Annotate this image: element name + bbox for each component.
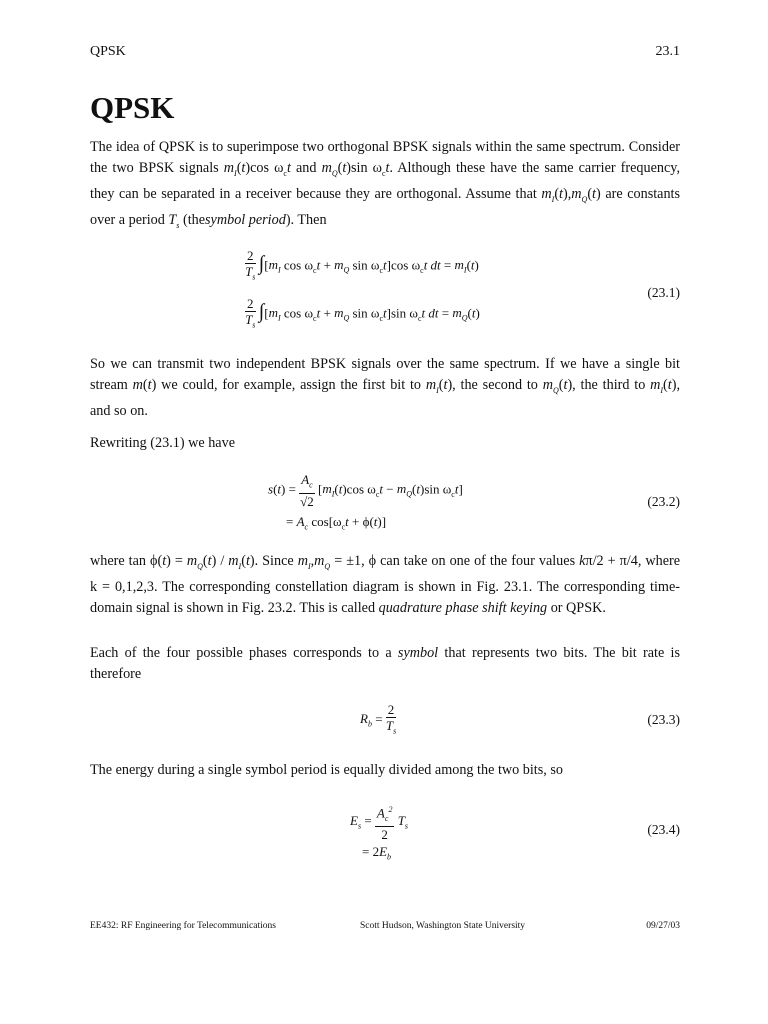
equation-number: (23.2): [647, 494, 680, 509]
equation-number: (23.3): [647, 712, 680, 727]
footer-author: Scott Hudson, Washington State University: [360, 921, 526, 931]
equation-number: (23.1): [647, 285, 680, 300]
equation-23-1: $\frac{2}{T_s}$ $\int[m_I$ $\cos \omega_ct + m_Q$ $\sin \omega_ct]\cos$ $\omega_ct$ dt = $m_I(t)$ $\frac{2}{T_s}$ $\int[m_I$ $\cos \omega_ct + m_Q$ $\sin \omega_ct]\sin$ $\omega_ct$ dt = $m_Q(t)$ (23.1): [245, 248, 680, 330]
paragraph-intro: The idea of QPSK is to superimpose two orthogonal BPSK signals within the same spectrum. Consider the two BPSK signals $m_I(t)\cos$ $\omega_ct$ and $m_Q(t)\sin$ $\omega_ct$. Although these have the same carrier frequency, they can be separated in a receiver because they are orthogonal. Assume that $m_I(t),m_Q(t)$ are constants over a period $T_s$ (thesymbol period). Then: [90, 139, 681, 230]
paragraph-bit-stream: So we can transmit two independent BPSK signals over the same spectrum. If we have a single bit stream m(t) we could, for example, assign the first bit to $m_I(t)$, the second to $m_Q(t)$, the third to $m_I(t)$, and so on.: [90, 356, 681, 419]
equation-23-2: s(t) = $\frac{A_c}{√2}$ [$m_I(t)\cos$ $\omega_ct - m_Q(t)\sin$ $\omega_ct$] = $A_c$ $\cos[\omega_ct + \phi(t)]$ (23.2): [268, 472, 680, 532]
footer-course: EE432: RF Engineering for Telecommunications: [90, 921, 276, 931]
header-page-number: 23.1: [655, 44, 680, 59]
equation-number: (23.4): [647, 822, 680, 837]
paragraph-rewriting: Rewriting (23.1) we have: [90, 435, 235, 451]
equation-23-3: $R_b$ = $\frac{2}{T_s}$ (23.3): [360, 702, 680, 736]
header-title: QPSK: [90, 44, 126, 59]
footer-date: 09/27/03: [646, 921, 680, 931]
equation-23-4: $E_s$ = $\frac{A_c^2}{2}$ $T_s$ = $2E_b$ (23.4): [90, 802, 680, 864]
paragraph-constellation: where $\tan \phi(t) = m_Q(t) / m_I(t)$. Since $m_I,m_Q = \pm 1$, ϕ can take on one of the four values kπ/2 + π/4, where k = 0,1,2,3. The corresponding constellation diagram is shown in Fig. 23.1. The corresponding time-domain signal is shown in Fig. 23.2. This is called quadrature phase shift keying or QPSK.: [90, 553, 681, 616]
paragraph-symbol: Each of the four possible phases corresponds to a symbol that represents two bits. The bit rate is therefore: [90, 645, 681, 682]
paragraph-energy: The energy during a single symbol period is equally divided among the two bits, so: [90, 762, 563, 778]
section-title: QPSK: [90, 90, 175, 125]
